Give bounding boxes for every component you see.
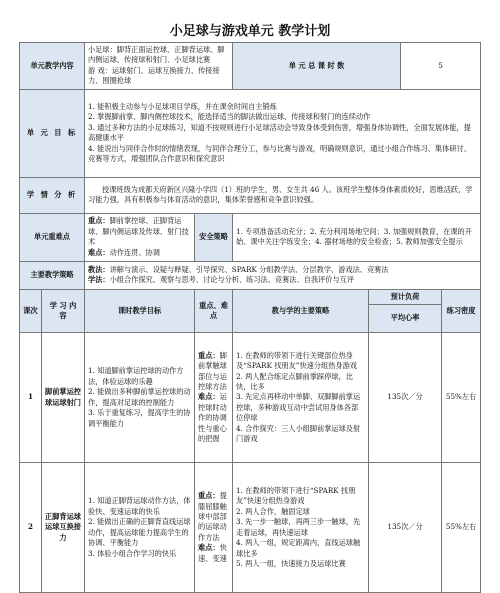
lesson-goals: 1. 知道正脚背运球动作方法，体验快、变速运球的快乐 2. 能做出正确的正脚背直线运球动作，提高运球能力提高学生的协调、平衡能力 3. 体验小组合作学习的快乐 [85,463,195,593]
safety-text: 1. 专项准备活动充分；2. 充分利用场地空间；3. 加强规则教育，在课的开始、课中关注学练安全；4. 器材场地的安全检查；5. 教师加强安全提示 [233,213,481,261]
lesson-number: 1 [20,333,42,463]
lesson-content: 脚前掌运控球运球射门 [42,333,85,463]
lesson-header-row [20,289,481,304]
lesson-heart-rate: 135次／分 [369,463,442,593]
header-density: 练习密度 [442,289,481,332]
teach-text: 讲解与演示、设疑与释疑、引导探究、SPARK 分组教学法、分层教学、游戏法、竞赛法 [109,264,389,274]
strategy-row [20,261,481,289]
strategy-label: 主要教学策略 [20,261,85,289]
lesson-difficulty-title: 难点： [198,392,220,402]
unit-content-line: 小足球：脚背正面运控球、正脚背运球、脚内侧运球、传接球和射门、小足球比赛 [88,45,225,65]
unit-content-line: 游 戏：运球射门、运球互换接力、传接接力、围圈抢球 [88,65,220,86]
plan-table [19,42,481,593]
unit-content-row [20,43,481,90]
goal-line: 3. 通过多种方法的小足球练习，知道不按规则进行小足球活动会导致身体受到伤害，增强身体协调性，全面发展体能，提高健康水平 [88,122,471,143]
unit-goals-label: 单 元 目 标 [20,89,85,177]
lesson-keypoints [195,333,233,463]
page-title: 小足球与游戏单元 教学计划 [169,24,331,39]
keypoints-label: 单元重难点 [20,213,85,261]
analysis-row [20,177,481,213]
header-method: 教与学的主要策略 [233,289,369,332]
lesson-keypoints [195,463,233,593]
header-content: 学 习 内 容 [42,289,85,332]
strategy-cell [85,261,481,289]
goal-line: 4. 能说出与同伴合作时的情绪表现，与同伴合理分工，参与比赛与游戏，明确规则意识，通过小组合作练习、集体研讨、竞赛等方式，增强团队合作意识和探究意识 [88,143,471,164]
lesson-difficulty-title: 难点： [198,543,220,553]
header-goal: 课时教学目标 [85,289,195,332]
lesson-goals: 1. 知道脚前掌运控球的动作方法，体验运球的乐趣 2. 能做出多种脚前掌运控球的动作，提高对足球的控制能力 3. 乐于重复练习，提高学生的协调平衡能力 [85,333,195,463]
lesson-key-title: 重点： [198,491,220,501]
lesson-row [20,333,481,463]
lesson-number: 2 [20,463,42,593]
lesson-methods: 1. 在教师的带领下进行“SPARK 找朋友”快速分组热身游戏 2. 两人合作，触固定球 3. 先一步一触球，再两三步一触球，先走着运球，再快速运球 4. 两人一组，规定距离内，直线运球触球比多 5. 两人一组，快速接力及运球比赛 [233,463,369,593]
lesson-content: 正脚背运球运球互换接力 [42,463,85,593]
lesson-difficulty-text: 快速、变速 [198,543,227,563]
difficulty-text: 动作连贯、协调 [109,247,160,257]
lesson-difficulty-text: 运控球时动作的协调性与重心的把握 [198,392,227,444]
unit-goals-row [20,89,481,177]
lesson-heart-rate: 135次／分 [369,333,442,463]
lesson-methods: 1. 在教师的带领下进行关键部位热身及“SPARK 找朋友”快速分组热身游戏 2. 两人配合练定点脚前掌踩停球，比快，比多 3. 先定点再移动中单脚、双脚脚前掌运控球，多种游戏互动中尝试用身体各部位停球 4. 合作探究：三人小组脚前掌运球及射门游戏 [233,333,369,463]
keypoints-cell [85,213,195,261]
learn-title: 学法： [88,275,110,285]
learn-text: 小组合作探究、观察与思考、讨论与分析、练习法、竞赛法、自我评价与互评 [109,275,354,285]
unit-content-cell [85,43,233,90]
header-key: 重点、难点 [195,289,233,332]
header-avg-hr: 平均心率 [369,305,442,333]
key-text: 脚前掌控球、正脚背运球、脚内侧运球及传球、射门技术 [88,216,189,247]
header-load: 预计负荷 [369,289,442,304]
key-title: 重点： [88,216,110,226]
unit-hours-label: 单 元 总 课 时 数 [233,43,401,90]
goal-line: 1. 能积极主动参与小足球项目学练，并在课余时间自主锻炼 [88,101,277,111]
lesson-key-text: 提膝屈膝触球中部部的运球动作方法 [198,491,227,542]
unit-content-label: 单元教学内容 [20,43,85,90]
lesson-density: 55%左右 [442,463,481,593]
lesson-key-text: 脚前掌触球部位与运控球方法 [198,350,227,392]
keypoints-row [20,213,481,261]
lesson-key-title: 重点： [198,350,220,360]
unit-goals-cell [85,89,481,177]
lesson-row [20,463,481,593]
teach-title: 教法： [88,264,110,274]
analysis-text: 授课班级为成都天府新区兴隆小学四（1）班的学生，男、女生共 46 人。该班学生整体身体素质较好，思维活跃，学习能力强，具有积极参与体育活动的意识，集体荣誉感和竞争意识较强。 [85,177,481,213]
analysis-label: 学 情 分 析 [20,177,85,213]
goal-line: 2. 掌握脚前掌、脚内侧控球技术，能选择适当的脚法做出运球、传接球和射门的连续动作 [88,112,371,122]
header-lesson: 课次 [20,289,42,332]
unit-hours-value: 5 [401,43,481,90]
lesson-density: 55%左右 [442,333,481,463]
difficulty-title: 难点： [88,247,110,257]
safety-label: 安全策略 [195,213,233,261]
